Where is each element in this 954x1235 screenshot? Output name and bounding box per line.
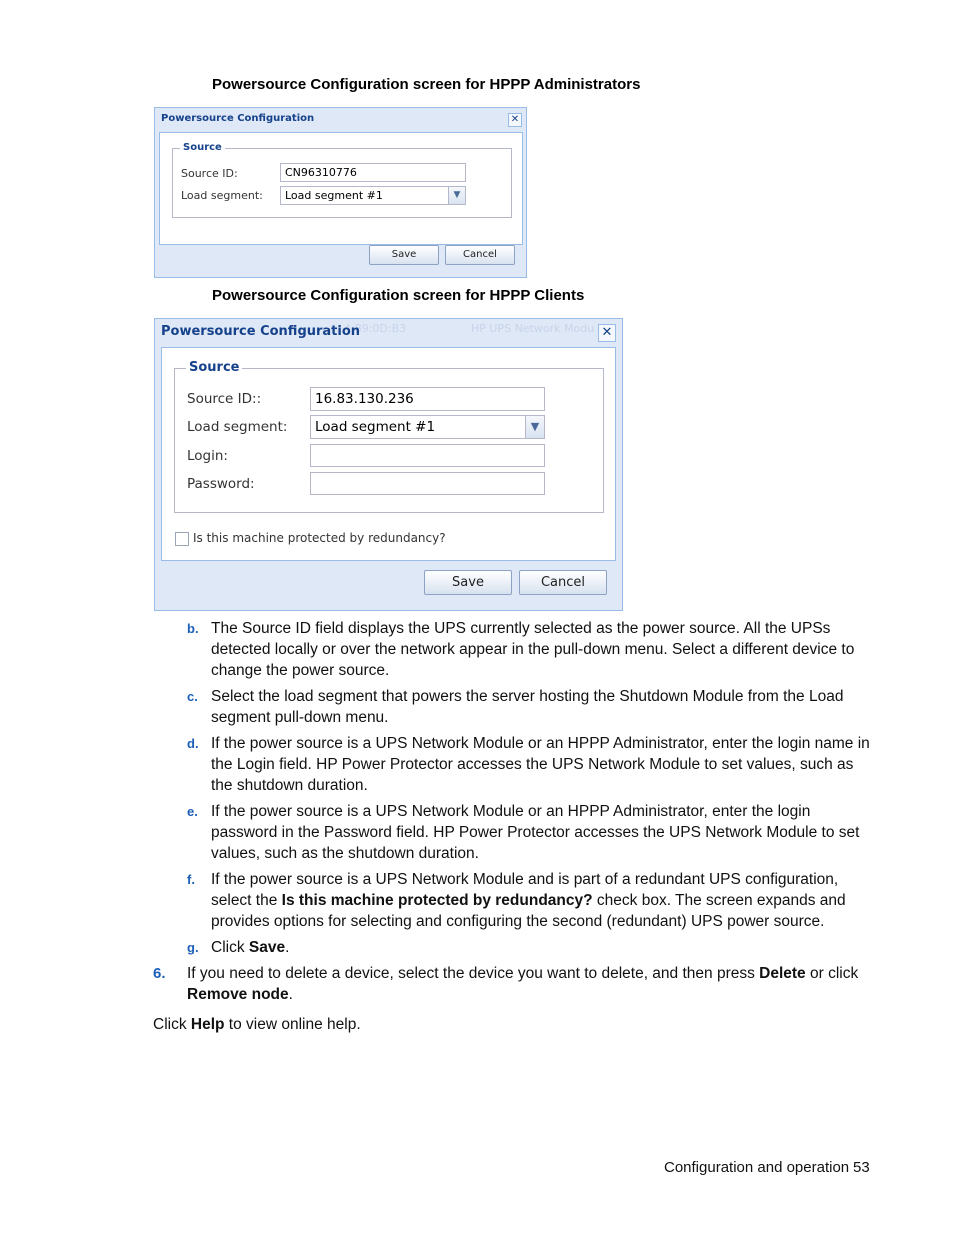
source-id-label: Source ID: [181,167,238,180]
chevron-down-icon[interactable]: ▼ [525,416,544,438]
powersource-dialog-client [154,318,623,611]
cancel-button[interactable]: Cancel [519,570,607,595]
step-marker-c: c. [187,689,198,704]
step-6-text [187,964,871,1006]
redundancy-label: Is this machine protected by redundancy? [193,531,446,545]
step-marker-6: 6. [153,965,166,982]
step-d-text: If the power source is a UPS Network Module or an HPPP Administrator, enter the login name in the Login field. HP Power Protector accesses the UPS Network Module to set values, such as the shutdown duration. [211,735,870,794]
powersource-dialog-admin [154,107,527,278]
save-button[interactable]: Save [369,245,439,265]
source-id-field[interactable]: 16.83.130.236 [310,387,545,411]
step-g-text-part: Click [211,939,249,956]
dialog-body [161,347,616,561]
background-window-title-fragment: HP UPS Network Modu [471,322,595,335]
load-segment-label: Load segment: [187,419,288,435]
close-icon[interactable]: ✕ [508,113,522,127]
ui-term-remove-node: Remove node [187,985,289,1003]
help-paragraph [153,1015,871,1036]
figure-caption-admin: Powersource Configuration screen for HPPP Administrators [212,76,641,93]
ui-term-save: Save [248,939,286,956]
load-segment-select[interactable] [310,415,545,439]
dialog-title: Powersource Configuration [161,113,315,124]
step-marker-e: e. [187,804,198,819]
source-fieldset [172,148,512,218]
step-g-text-part: . [285,939,290,956]
step-marker-g: g. [187,940,199,955]
save-button[interactable]: Save [424,570,512,595]
footer-section-title: Configuration and operation [664,1159,850,1176]
step-e-text: If the power source is a UPS Network Module or an HPPP Administrator, enter the login password in the Password field. HP Power Protector accesses the UPS Network Module to set values, such as the shutdown duration. [211,803,860,862]
close-icon[interactable]: ✕ [598,324,616,342]
cancel-button[interactable]: Cancel [445,245,515,265]
dialog-body [159,132,523,245]
step-b-text: The Source ID field displays the UPS currently selected as the power source. All the UPSs detected locally or over the network appear in the pull-down menu. Select a different device to change the power source. [211,620,855,679]
step-f-text-part: If the power source is a UPS Network Module and is part of a redundant UPS configuration, select the [211,871,839,909]
step-6-text-part: . [288,985,293,1003]
help-text-part: to view online help. [224,1016,361,1033]
redundancy-checkbox[interactable] [175,532,189,546]
load-segment-label: Load segment: [181,189,263,202]
password-field[interactable] [310,472,545,495]
page-number: 53 [853,1159,870,1176]
ui-term-delete: Delete [759,965,806,982]
source-id-field[interactable]: CN96310776 [280,163,466,182]
step-6-text-part: or click [805,965,859,982]
step-f-text [211,870,871,932]
figure-caption-client: Powersource Configuration screen for HPPP Clients [212,287,585,304]
login-field[interactable] [310,444,545,467]
chevron-down-icon[interactable]: ▼ [448,187,465,204]
step-marker-b: b. [187,621,199,636]
source-id-label: Source ID:: [187,391,262,407]
load-segment-value: Load segment #1 [285,189,383,202]
help-text-part: Click [153,1016,191,1033]
ui-term-help: Help [190,1016,225,1033]
load-segment-value: Load segment #1 [315,419,436,435]
ui-term-redundancy: Is this machine protected by redundancy? [281,891,593,909]
background-window-title-fragment: 4:89:0D:B3 [344,322,407,335]
source-legend: Source [186,360,242,375]
source-legend: Source [180,142,225,153]
step-c-text: Select the load segment that powers the server hosting the Shutdown Module from the Load segment pull-down menu. [211,688,844,726]
step-g-text [211,938,871,959]
step-marker-f: f. [187,872,195,887]
step-f-text-part: check box. The screen expands and provides options for selecting and configuring the second (redundant) UPS power source. [211,891,846,930]
step-marker-d: d. [187,736,199,751]
load-segment-select[interactable] [280,186,466,205]
password-label: Password: [187,476,255,492]
dialog-title: Powersource Configuration [161,324,361,339]
step-6-text-part: If you need to delete a device, select the device you want to delete, and then press [187,965,760,982]
login-label: Login: [187,448,228,464]
